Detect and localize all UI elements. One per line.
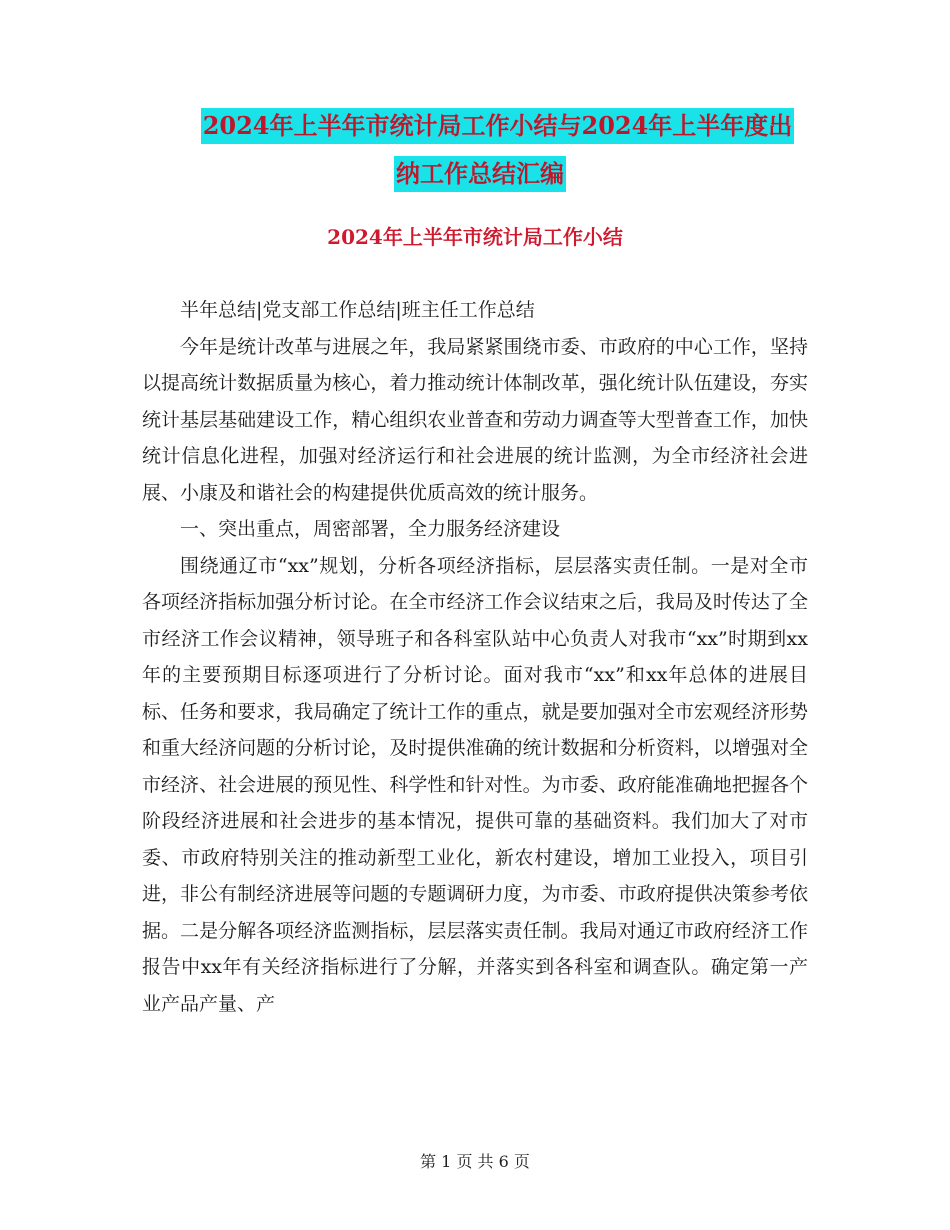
title-line-1: 2024年上半年市统计局工作小结与2024年上半年度出 [201, 108, 795, 144]
section-subtitle: 2024年上半年市统计局工作小结 [327, 225, 623, 249]
paragraph-content-1: 围绕通辽市“xx”规划，分析各项经济指标，层层落实责任制。一是对全市各项经济指标加强分析讨论。在全市经济工作会议结束之后，我局及时传达了全市经济工作会议精神，领导班子和各科室队站中心负责人对我市“xx”时期到xx年的主要预期目标逐项进行了分析讨论。面对我市“xx”和xx年总体的进展目标、任务和要求，我局确定了统计工作的重点，就是要加强对全市宏观经济形势和重大经济问题的分析讨论，及时提供准确的统计数据和分析资料，以增强对全市经济、社会进展的预见性、科学性和针对性。为市委、政府能准确地把握各个阶段经济进展和社会进步的基本情况，提供可靠的基础资料。我们加大了对市委、市政府特别关注的推动新型工业化，新农村建设，增加工业投入，项目引进，非公有制经济进展等问题的专题调研力度，为市委、市政府提供决策参考依据。二是分解各项经济监测指标，层层落实责任制。我局对通辽市政府经济工作报告中xx年有关经济指标进行了分解，并落实到各科室和调查队。确定第一产业产品产量、产 [142, 554, 808, 1015]
document-body [142, 292, 808, 1022]
paragraph-intro: 今年是统计改革与进展之年，我局紧紧围绕市委、市政府的中心工作，坚持以提高统计数据质量为核心，着力推动统计体制改革，强化统计队伍建设，夯实统计基层基础建设工作，精心组织农业普查和劳动力调查等大型普查工作，加快统计信息化进程，加强对经济运行和社会进展的统计监测，为全市经济社会进展、小康及和谐社会的构建提供优质高效的统计服务。 [142, 335, 808, 504]
document-title [0, 108, 950, 192]
page-number: 第 1 页 共 6 页 [420, 1152, 530, 1171]
paragraph-tags: 半年总结|党支部工作总结|班主任工作总结 [180, 299, 535, 321]
paragraph-heading-1: 一、突出重点，周密部署，全力服务经济建设 [180, 518, 561, 540]
title-line-2: 纳工作总结汇编 [394, 156, 566, 192]
